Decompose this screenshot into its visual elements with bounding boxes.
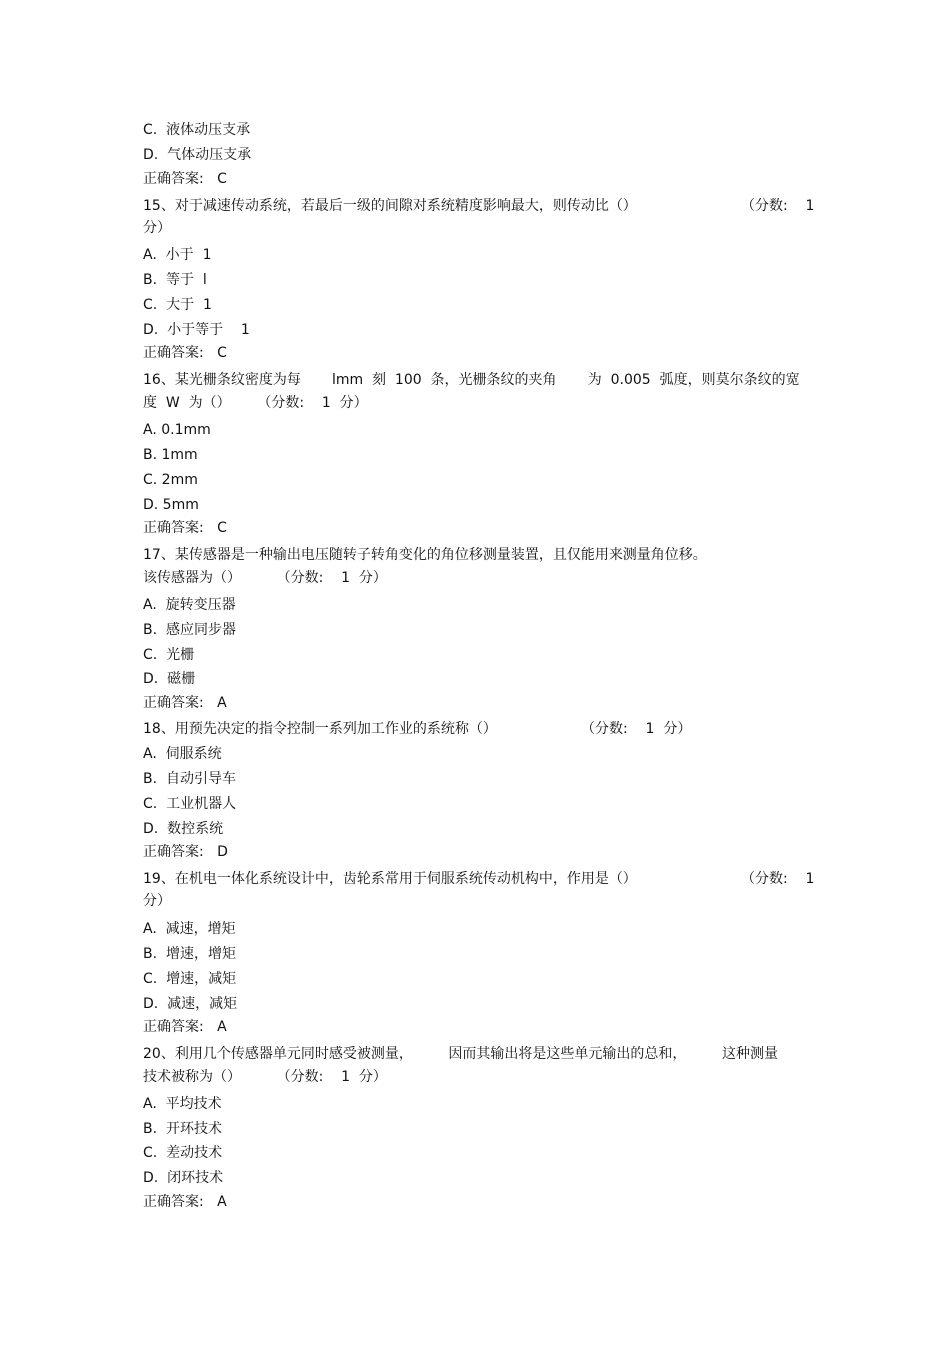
option-a: A. 减速，增矩	[143, 921, 236, 937]
question-16-text-continued: 度 W 为（） （分数: 1 分）	[143, 395, 368, 411]
option-b: B. 增速，增矩	[143, 946, 236, 962]
option-a: A. 伺服系统	[143, 746, 222, 762]
question-17-text: 17、某传感器是一种输出电压随转子转角变化的角位移测量装置，且仅能用来测量角位移。	[143, 547, 707, 563]
option-b: B. 等于 l	[143, 272, 207, 288]
option-d: D. 磁栅	[143, 671, 196, 687]
correct-answer: 正确答案: C	[143, 345, 227, 361]
correct-answer: 正确答案: C	[143, 520, 227, 536]
question-19-score-continued: 分）	[143, 893, 171, 909]
option-c: C. 大于 1	[143, 297, 212, 313]
question-15-score-continued: 分）	[143, 220, 171, 236]
correct-answer: 正确答案: D	[143, 844, 228, 860]
option-b: B. 感应同步器	[143, 622, 236, 638]
option-d: D. 气体动压支承	[143, 147, 252, 163]
option-b: B. 开环技术	[143, 1121, 222, 1137]
question-20-text: 20、利用几个传感器单元同时感受被测量， 因而其输出将是这些单元输出的总和， 这种测量	[143, 1046, 779, 1062]
option-d: D. 小于等于 1	[143, 322, 250, 338]
question-18-score: （分数: 1 分）	[581, 721, 692, 737]
option-c: C. 差动技术	[143, 1145, 223, 1161]
option-b: B. 1mm	[143, 447, 198, 463]
question-15-score: （分数: 1	[741, 198, 815, 214]
question-16-text: 16、某光栅条纹密度为每 lmm 刻 100 条，光栅条纹的夹角 为 0.005 弧度，则莫尔条纹的宽	[143, 372, 800, 388]
option-d: D. 5mm	[143, 497, 199, 513]
question-17-text-continued: 该传感器为（） （分数: 1 分）	[143, 570, 387, 586]
question-19-score: （分数: 1	[741, 871, 815, 887]
option-c: C. 工业机器人	[143, 796, 237, 812]
option-c: C. 增速，减矩	[143, 971, 237, 987]
correct-answer: 正确答案: A	[143, 1194, 227, 1210]
option-d: D. 数控系统	[143, 821, 224, 837]
question-20-text-continued: 技术被称为（） （分数: 1 分）	[143, 1069, 387, 1085]
question-18-text: 18、用预先决定的指令控制一系列加工作业的系统称（）	[143, 721, 497, 737]
option-b: B. 自动引导车	[143, 771, 236, 787]
correct-answer: 正确答案: A	[143, 1019, 227, 1035]
correct-answer: 正确答案: C	[143, 171, 227, 187]
option-a: A. 0.1mm	[143, 422, 211, 438]
option-c: C. 光栅	[143, 647, 195, 663]
correct-answer: 正确答案: A	[143, 695, 227, 711]
option-c: C. 2mm	[143, 472, 198, 488]
option-a: A. 旋转变压器	[143, 597, 236, 613]
option-a: A. 小于 1	[143, 247, 212, 263]
option-d: D. 闭环技术	[143, 1170, 224, 1186]
option-c: C. 液体动压支承	[143, 122, 251, 138]
question-15-text: 15、对于减速传动系统，若最后一级的间隙对系统精度影响最大，则传动比（）	[143, 198, 637, 214]
option-a: A. 平均技术	[143, 1096, 222, 1112]
option-d: D. 减速，减矩	[143, 996, 238, 1012]
question-19-text: 19、在机电一体化系统设计中，齿轮系常用于伺服系统传动机构中，作用是（）	[143, 871, 637, 887]
